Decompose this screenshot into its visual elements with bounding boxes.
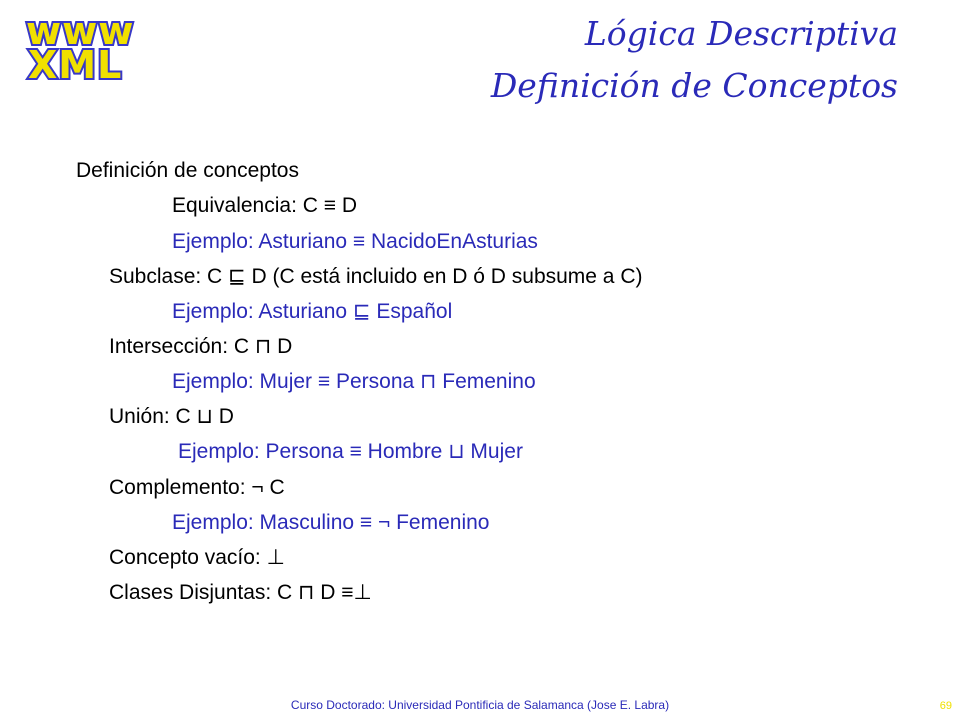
- example-interseccion: Ejemplo: Mujer ≡ Persona ⊓ Femenino: [172, 370, 536, 393]
- www-xml-logo: [26, 9, 135, 88]
- concepto-vacio-line: Concepto vacío: ⊥: [109, 546, 285, 569]
- heading-definicion: Definición de conceptos: [76, 159, 299, 182]
- logo-xml-text: XML: [28, 43, 123, 87]
- example-complemento: Ejemplo: Masculino ≡ ¬ Femenino: [172, 511, 490, 534]
- complemento-line: Complemento: ¬ C: [109, 476, 285, 499]
- interseccion-line: Intersección: C ⊓ D: [109, 335, 293, 358]
- clases-disjuntas-line: Clases Disjuntas: C ⊓ D ≡⊥: [109, 581, 372, 604]
- slide-title: Lógica Descriptiva: [584, 14, 898, 53]
- page-number: 69: [939, 700, 952, 712]
- slide-subtitle: Definición de Conceptos: [490, 66, 898, 105]
- union-line: Unión: C ⊔ D: [109, 405, 234, 428]
- example-equivalencia: Ejemplo: Asturiano ≡ NacidoEnAsturias: [172, 230, 538, 253]
- equivalencia-line: Equivalencia: C ≡ D: [172, 194, 358, 217]
- footer-credit: Curso Doctorado: Universidad Pontificia de Salamanca (Jose E. Labra): [290, 698, 670, 712]
- example-subclase: Ejemplo: Asturiano ⊑ Español: [172, 300, 453, 323]
- logo-www-text: www: [26, 9, 135, 53]
- example-union: Ejemplo: Persona ≡ Hombre ⊔ Mujer: [178, 440, 523, 463]
- subclase-line: Subclase: C ⊑ D (C está incluido en D ó D subsume a C): [109, 265, 643, 288]
